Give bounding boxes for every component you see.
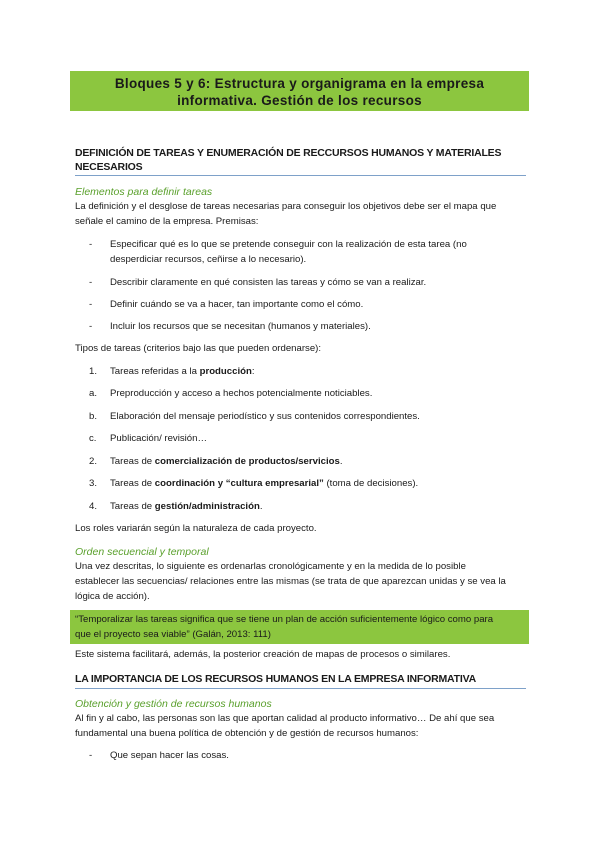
orden-line1: Una vez descritas, lo siguiente es ordenarlas cronológicamente y en la medida de lo posible bbox=[75, 561, 466, 572]
list-marker: a. bbox=[89, 388, 98, 399]
orden-line3: lógica de acción). bbox=[75, 591, 150, 602]
subheading-orden: Orden secuencial y temporal bbox=[75, 546, 209, 558]
quote-line1: “Temporalizar las tareas significa que se tiene un plan de acción suficientemente lógico como para bbox=[75, 614, 494, 625]
section1-title-line1: DEFINICIÓN DE TAREAS Y ENUMERACIÓN DE RECCURSOS HUMANOS Y MATERIALES bbox=[75, 147, 502, 159]
roles-paragraph: Los roles variarán según la naturaleza de cada proyecto. bbox=[75, 523, 317, 534]
list-item-text: Describir claramente en qué consisten las tareas y cómo se van a realizar. bbox=[110, 277, 427, 288]
section1-rule bbox=[75, 175, 526, 176]
list-item-text: Tareas de gestión/administración. bbox=[110, 501, 263, 512]
list-item-text: Definir cuándo se va a hacer, tan importante como el cómo. bbox=[110, 299, 364, 310]
section1-title bbox=[75, 147, 525, 174]
list-marker: - bbox=[89, 750, 93, 761]
subheading-elementos: Elementos para definir tareas bbox=[75, 186, 213, 198]
list-item-text: Que sepan hacer las cosas. bbox=[110, 750, 229, 761]
list-item-text: Incluir los recursos que se necesitan (humanos y materiales). bbox=[110, 321, 371, 332]
list-marker: 1. bbox=[89, 366, 98, 377]
section1-title-line2: NECESARIOS bbox=[75, 160, 143, 173]
document-title-line2: informativa. Gestión de los recursos bbox=[177, 93, 422, 108]
list-item-text: Tareas referidas a la producción: bbox=[110, 366, 255, 377]
recursos-line1: Al fin y al cabo, las personas son las que aportan calidad al producto informativo… De ahí que sea bbox=[75, 713, 495, 724]
list-item-text: Publicación/ revisión… bbox=[110, 433, 208, 444]
intro-paragraph bbox=[75, 199, 527, 229]
sistema-paragraph: Este sistema facilitará, además, la posterior creación de mapas de procesos o similares. bbox=[75, 649, 451, 660]
subheading-obtencion: Obtención y gestión de recursos humanos bbox=[75, 698, 272, 710]
list-item-text: desperdiciar recursos, ceñirse a lo necesario). bbox=[110, 254, 307, 265]
orden-line2: establecer las secuencias/ relaciones entre las mismas (se trata de que aparezcan unidas y se vea la bbox=[75, 576, 506, 587]
section2-rule bbox=[75, 688, 526, 689]
recursos-paragraph bbox=[75, 711, 527, 741]
list-item-text: Elaboración del mensaje periodístico y sus contenidos correspondientes. bbox=[110, 411, 420, 422]
section2-title: LA IMPORTANCIA DE LOS RECURSOS HUMANOS EN LA EMPRESA INFORMATIVA bbox=[75, 673, 476, 685]
list-item-text: Tareas de comercialización de productos/servicios. bbox=[110, 456, 343, 467]
list-marker: 2. bbox=[89, 456, 98, 467]
list-marker: b. bbox=[89, 411, 98, 422]
intro-line2: señale el camino de la empresa. Premisas: bbox=[75, 216, 259, 227]
tipos-intro: Tipos de tareas (criterios bajo las que pueden ordenarse): bbox=[75, 343, 322, 354]
list-item-text: Preproducción y acceso a hechos potencialmente noticiables. bbox=[110, 388, 373, 399]
intro-line1: La definición y el desglose de tareas necesarias para conseguir los objetivos debe ser el mapa que bbox=[75, 201, 497, 212]
quote-box bbox=[70, 610, 529, 644]
list-item-text: Tareas de coordinación y “cultura empresarial” (toma de decisiones). bbox=[110, 478, 419, 489]
list-marker: c. bbox=[89, 433, 97, 444]
list-marker: - bbox=[89, 239, 93, 250]
list-marker: 4. bbox=[89, 501, 98, 512]
document-title-line1: Bloques 5 y 6: Estructura y organigrama en la empresa bbox=[114, 76, 485, 91]
list-marker: - bbox=[89, 277, 93, 288]
list-marker: - bbox=[89, 299, 93, 310]
list-item-text: Especificar qué es lo que se pretende conseguir con la realización de esta tarea (no bbox=[110, 239, 467, 250]
document-title-box bbox=[70, 71, 529, 111]
list-marker: - bbox=[89, 321, 93, 332]
quote-line2: que el proyecto sea viable” (Galán, 2013: 111) bbox=[75, 629, 271, 640]
orden-paragraph bbox=[75, 559, 527, 604]
recursos-line2: fundamental una buena política de obtención y de gestión de recursos humanos: bbox=[75, 728, 419, 739]
list-marker: 3. bbox=[89, 478, 98, 489]
